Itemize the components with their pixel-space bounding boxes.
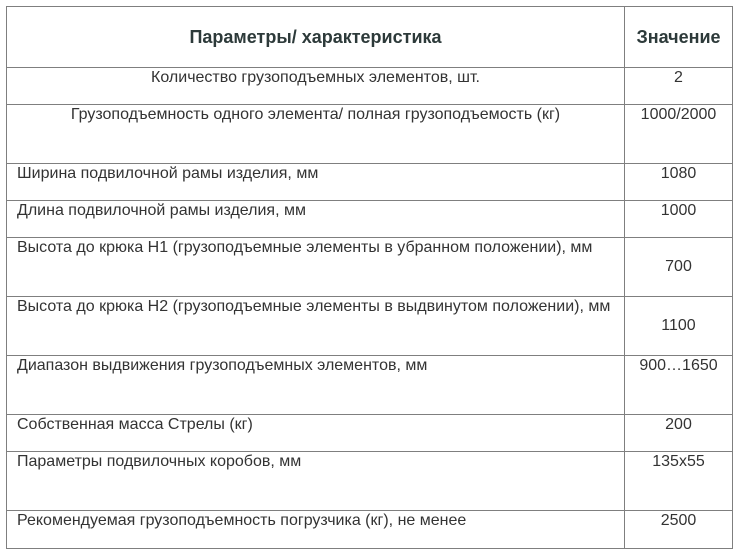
param-cell: Ширина подвилочной рамы изделия, мм: [7, 164, 625, 201]
value-cell: 700: [625, 238, 733, 297]
header-param: Параметры/ характеристика: [7, 7, 625, 68]
value-cell: 200: [625, 415, 733, 452]
value-cell: 900…1650: [625, 356, 733, 415]
table-row: [7, 297, 733, 356]
param-cell: Длина подвилочной рамы изделия, мм: [7, 201, 625, 238]
param-cell: Количество грузоподъемных элементов, шт.: [7, 68, 625, 105]
param-cell: Высота до крюка H2 (грузоподъемные элементы в выдвинутом положении), мм: [7, 297, 625, 356]
table-row: [7, 68, 733, 105]
param-cell: Грузоподъемность одного элемента/ полная грузоподъемость (кг): [7, 105, 625, 164]
table-row: [7, 511, 733, 549]
param-cell: Собственная масса Стрелы (кг): [7, 415, 625, 452]
value-cell: 1080: [625, 164, 733, 201]
spec-table: [6, 6, 733, 549]
value-cell: 135x55: [625, 452, 733, 511]
param-cell: Высота до крюка H1 (грузоподъемные элементы в убранном положении), мм: [7, 238, 625, 297]
value-cell: 2: [625, 68, 733, 105]
header-row: [7, 7, 733, 68]
table-row: [7, 164, 733, 201]
header-value: Значение: [625, 7, 733, 68]
value-cell: 1000: [625, 201, 733, 238]
param-cell: Диапазон выдвижения грузоподъемных элементов, мм: [7, 356, 625, 415]
table-row: [7, 415, 733, 452]
param-cell: Рекомендуемая грузоподъемность погрузчика (кг), не менее: [7, 511, 625, 549]
table-row: [7, 201, 733, 238]
table-row: [7, 356, 733, 415]
table-row: [7, 452, 733, 511]
value-cell: 1100: [625, 297, 733, 356]
param-cell: Параметры подвилочных коробов, мм: [7, 452, 625, 511]
value-cell: 1000/2000: [625, 105, 733, 164]
value-cell: 2500: [625, 511, 733, 549]
table-row: [7, 238, 733, 297]
table-row: [7, 105, 733, 164]
